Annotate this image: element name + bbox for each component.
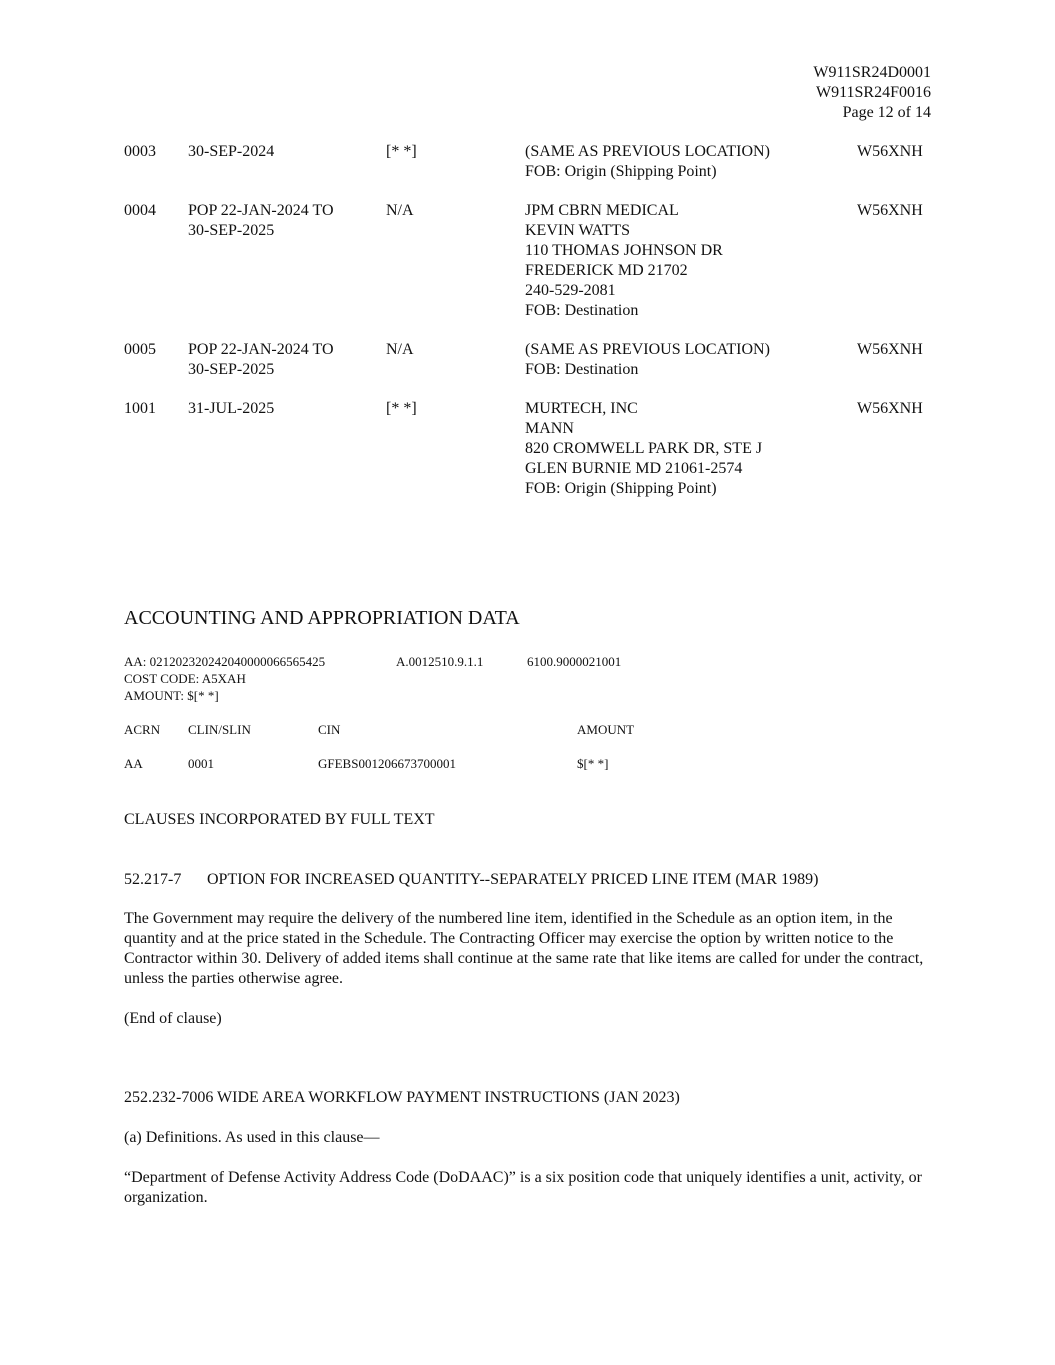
table-cell-amount: $[* *] (577, 756, 609, 771)
table-header-amount: AMOUNT (577, 722, 635, 737)
fob-line: FOB: Destination (525, 361, 639, 378)
date-line: 30-SEP-2024 (188, 143, 275, 160)
aa-line: AA: 021202320242040000066565425 (124, 654, 326, 669)
clause-2-heading: 252.232-7006 WIDE AREA WORKFLOW PAYMENT INSTRUCTIONS (JAN 2023) (124, 1089, 680, 1106)
date-line: POP 22-JAN-2024 TO (188, 341, 334, 358)
date-line: 31-JUL-2025 (188, 400, 275, 417)
document-header (813, 63, 931, 123)
date-line: 30-SEP-2025 (188, 361, 275, 378)
aa-code-2: A.0012510.9.1.1 (396, 654, 484, 669)
address-line: MURTECH, INC (525, 400, 638, 417)
delivery-date (188, 142, 274, 162)
quantity: [* *] (386, 400, 417, 417)
item-number: 1001 (124, 400, 156, 417)
ship-to-address (525, 142, 770, 182)
table-cell-clin: 0001 (188, 756, 214, 771)
item-number: 0003 (124, 143, 156, 160)
table-header-clin: CLIN/SLIN (188, 722, 251, 737)
ship-to-address (525, 201, 723, 321)
address-line: 820 CROMWELL PARK DR, STE J (525, 440, 763, 457)
dodaac: W56XNH (857, 143, 923, 160)
delivery-date (188, 201, 334, 241)
item-number: 0005 (124, 341, 156, 358)
address-line: KEVIN WATTS (525, 222, 631, 239)
aa-code-3: 6100.9000021001 (527, 654, 622, 669)
clause-1-title: OPTION FOR INCREASED QUANTITY--SEPARATELY PRICED LINE ITEM (MAR 1989) (207, 871, 819, 888)
cost-code: COST CODE: A5XAH (124, 671, 246, 686)
table-header-acrn: ACRN (124, 722, 161, 737)
address-line: 110 THOMAS JOHNSON DR (525, 242, 723, 259)
table-cell-cin: GFEBS001206673700001 (318, 756, 456, 771)
delivery-date (188, 340, 334, 380)
table-header-cin: CIN (318, 722, 341, 737)
clause-2-dodaac-definition: “Department of Defense Activity Address Code (DoDAAC)” is a six position code that uniquely identifies a unit, activity, or organization. (124, 1169, 922, 1206)
address-line: FREDERICK MD 21702 (525, 262, 688, 279)
address-line: JPM CBRN MEDICAL (525, 202, 679, 219)
clauses-heading: CLAUSES INCORPORATED BY FULL TEXT (124, 811, 435, 828)
date-line: POP 22-JAN-2024 TO (188, 202, 334, 219)
item-number: 0004 (124, 202, 156, 219)
clause-1-number: 52.217-7 (124, 871, 182, 888)
fob-line: FOB: Origin (Shipping Point) (525, 480, 717, 497)
dodaac: W56XNH (857, 202, 923, 219)
fob-line: FOB: Origin (Shipping Point) (525, 163, 717, 180)
address-line: (SAME AS PREVIOUS LOCATION) (525, 341, 770, 358)
ship-to-address (525, 399, 762, 499)
page-number: Page 12 of 14 (842, 104, 931, 121)
amount-line: AMOUNT: $[* *] (124, 688, 219, 703)
fob-line: FOB: Destination (525, 302, 639, 319)
delivery-date (188, 399, 274, 419)
dodaac: W56XNH (857, 341, 923, 358)
order-number: W911SR24F0016 (816, 84, 931, 101)
ship-to-address (525, 340, 770, 380)
clause-2-definitions: (a) Definitions. As used in this clause— (124, 1129, 380, 1146)
phone-line: 240-529-2081 (525, 282, 616, 299)
table-cell-acrn: AA (124, 756, 143, 771)
clause-1-end: (End of clause) (124, 1010, 222, 1027)
contract-number: W911SR24D0001 (813, 64, 931, 81)
address-line: MANN (525, 420, 574, 437)
quantity: N/A (386, 202, 414, 219)
clause-1-body: The Government may require the delivery of the numbered line item, identified in the Schedule as an option item, in the quantity and at the price stated in the Schedule. The Contracting Officer may exercise the option by written notice to the Contractor within 30. Delivery of added items shall continue at the same rate that like items are called for under the contract, unless the parties otherwise agree. (124, 910, 924, 987)
accounting-section-title: ACCOUNTING AND APPROPRIATION DATA (124, 607, 520, 629)
dodaac: W56XNH (857, 400, 923, 417)
address-line: (SAME AS PREVIOUS LOCATION) (525, 143, 770, 160)
quantity: N/A (386, 341, 414, 358)
quantity: [* *] (386, 143, 417, 160)
address-line: GLEN BURNIE MD 21061-2574 (525, 460, 743, 477)
date-line: 30-SEP-2025 (188, 222, 275, 239)
